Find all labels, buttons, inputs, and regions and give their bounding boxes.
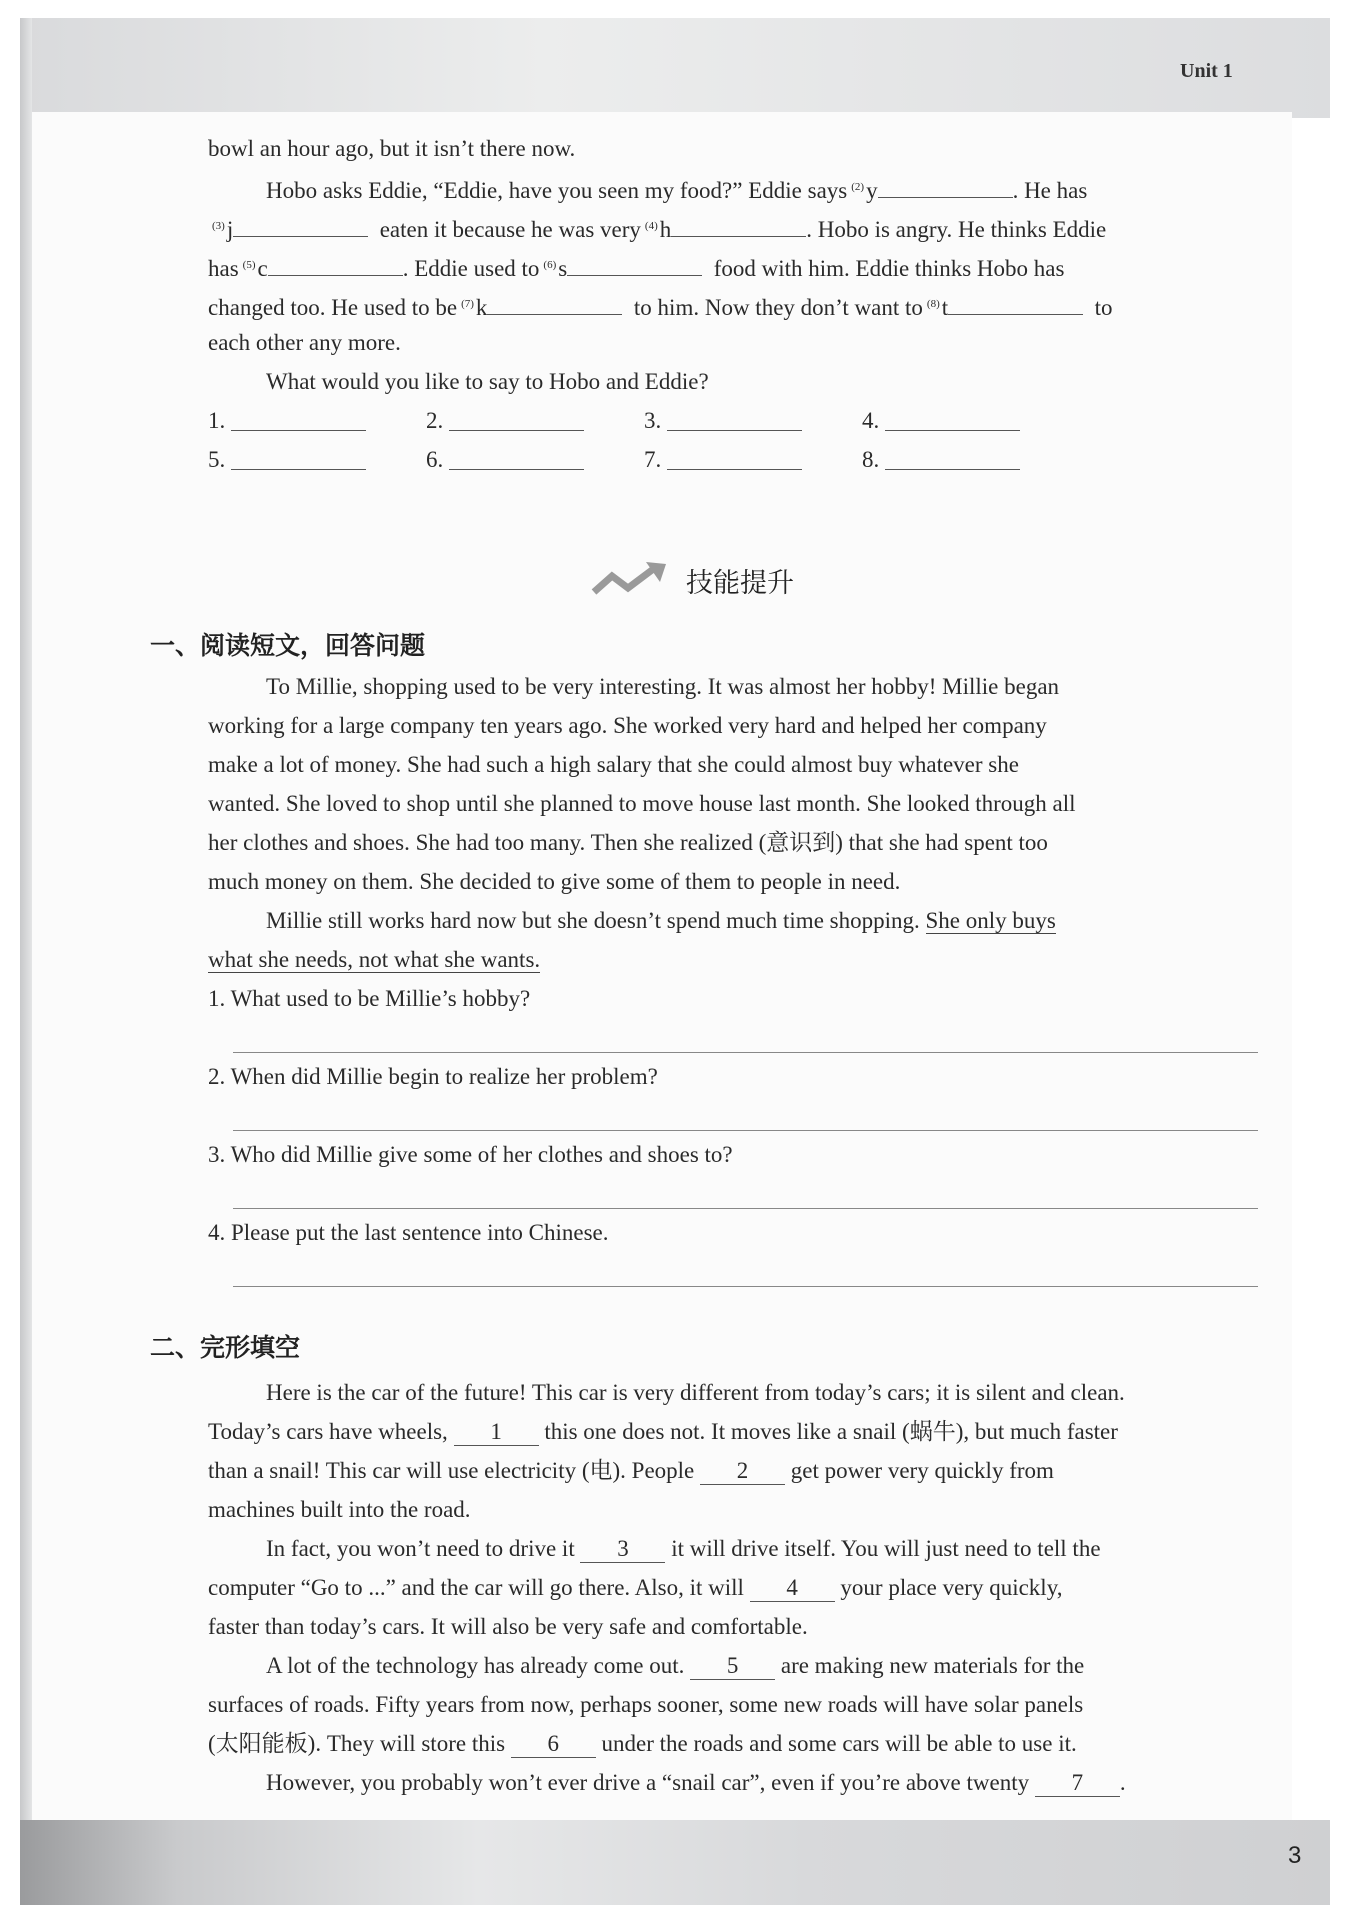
s2-line: A lot of the technology has already come out. 5 are making new materials for the (266, 1653, 1085, 1678)
answer-row-1: 1. 2. 3. 4. (208, 406, 1080, 436)
cloze-blank-1[interactable]: 1 (454, 1419, 539, 1446)
question-1: 1. What used to be Millie’s hobby? (208, 986, 531, 1011)
s1-para1-line: working for a large company ten years ago. She worked very hard and helped her company (208, 713, 1047, 738)
story-line-2: Hobo asks Eddie, “Eddie, have you seen my food?” Eddie says $^{(2)}$y . He has (266, 172, 1296, 206)
s2-line: faster than today’s cars. It will also be very safe and comfortable. (208, 1614, 808, 1639)
page-number: 3 (1288, 1842, 1302, 1869)
question-4: 4. Please put the last sentence into Chinese. (208, 1220, 609, 1245)
answer-line-2[interactable] (233, 1130, 1258, 1131)
answer-blank-8[interactable] (885, 445, 1020, 470)
answer-blank-4[interactable] (885, 406, 1020, 431)
left-band (20, 18, 32, 1905)
answer-blank-7[interactable] (667, 445, 802, 470)
skill-title: 技能提升 (686, 567, 794, 599)
s1-para2-line: what she needs, not what she wants. (208, 947, 541, 972)
answer-line-3[interactable] (233, 1208, 1258, 1209)
s2-line: computer “Go to ...” and the car will go there. Also, it will 4 your place very quickly, (208, 1575, 1063, 1600)
s1-para1-line: To Millie, shopping used to be very interesting. It was almost her hobby! Millie began (266, 674, 1060, 699)
blank-5[interactable] (268, 253, 403, 276)
section2-heading: 二、完形填空 (150, 1333, 301, 1362)
s2-line: than a snail! This car will use electricity (电). People 2 get power very quickly from (208, 1458, 1054, 1483)
story-line-3: $^{(3)}$j eaten it because he was very $^{(4)}$h . Hobo is angry. He thinks Eddie (208, 211, 1238, 245)
cloze-blank-4[interactable]: 4 (750, 1575, 835, 1602)
answer-row-2: 5. 6. 7. 8. (208, 445, 1080, 475)
s2-line: (太阳能板). They will store this 6 under the roads and some cars will be able to use it. (208, 1731, 1077, 1756)
s2-line: However, you probably won’t ever drive a “snail car”, even if you’re above twenty 7 . (266, 1770, 1126, 1795)
skill-heading (590, 560, 794, 600)
story-line-5: changed too. He used to be $^{(7)}$k to him. Now they don’t want to $^{(8)}$t to (208, 289, 1238, 323)
answer-blank-1[interactable] (231, 406, 366, 431)
s2-line: Here is the car of the future! This car is very different from today’s cars; it is silent and clean. (266, 1380, 1125, 1405)
answer-line-1[interactable] (233, 1052, 1258, 1053)
cloze-blank-5[interactable]: 5 (690, 1653, 775, 1680)
s1-para1-line: her clothes and shoes. She had too many. Then she realized (意识到) that she had spent too (208, 830, 1048, 855)
s2-line: Today’s cars have wheels, 1 this one does not. It moves like a snail (蜗牛), but much faster (208, 1419, 1118, 1444)
s2-line: surfaces of roads. Fifty years from now, perhaps sooner, some new roads will have solar panels (208, 1692, 1084, 1717)
story-prompt: What would you like to say to Hobo and Eddie? (266, 369, 709, 394)
question-3: 3. Who did Millie give some of her clothes and shoes to? (208, 1142, 733, 1167)
blank-4[interactable] (671, 214, 806, 237)
unit-label: Unit 1 (1180, 60, 1233, 82)
s1-para1-line: wanted. She loved to shop until she planned to move house last month. She looked through all (208, 791, 1076, 816)
s1-para1-line: much money on them. She decided to give some of them to people in need. (208, 869, 901, 894)
answer-blank-5[interactable] (231, 445, 366, 470)
s2-line: machines built into the road. (208, 1497, 471, 1522)
s2-line: In fact, you won’t need to drive it 3 it will drive itself. You will just need to tell the (266, 1536, 1101, 1561)
answer-blank-3[interactable] (667, 406, 802, 431)
answer-blank-2[interactable] (449, 406, 584, 431)
blank-8[interactable] (948, 292, 1083, 315)
s1-para2-line: Millie still works hard now but she doesn’t spend much time shopping. She only buys (266, 908, 1056, 933)
blank-2[interactable] (878, 175, 1013, 198)
cloze-blank-7[interactable]: 7 (1035, 1770, 1120, 1797)
answer-line-4[interactable] (233, 1286, 1258, 1287)
s1-para1-line: make a lot of money. She had such a high salary that she could almost buy whatever she (208, 752, 1019, 777)
bottom-band (20, 1820, 1330, 1905)
top-band (20, 18, 1330, 118)
blank-7[interactable] (487, 292, 622, 315)
cloze-blank-2[interactable]: 2 (700, 1458, 785, 1485)
story-line-6: each other any more. (208, 330, 401, 355)
cloze-blank-6[interactable]: 6 (511, 1731, 596, 1758)
answer-blank-6[interactable] (449, 445, 584, 470)
section1-heading: 一、阅读短文，回答问题 (150, 631, 426, 660)
trend-arrow-icon (590, 560, 670, 600)
blank-3[interactable] (233, 214, 368, 237)
story-line-1: bowl an hour ago, but it isn’t there now. (208, 136, 576, 161)
story-line-4: has $^{(5)}$c . Eddie used to $^{(6)}$s food with him. Eddie thinks Hobo has (208, 250, 1238, 284)
blank-6[interactable] (567, 253, 702, 276)
cloze-blank-3[interactable]: 3 (580, 1536, 665, 1563)
question-2: 2. When did Millie begin to realize her problem? (208, 1064, 658, 1089)
